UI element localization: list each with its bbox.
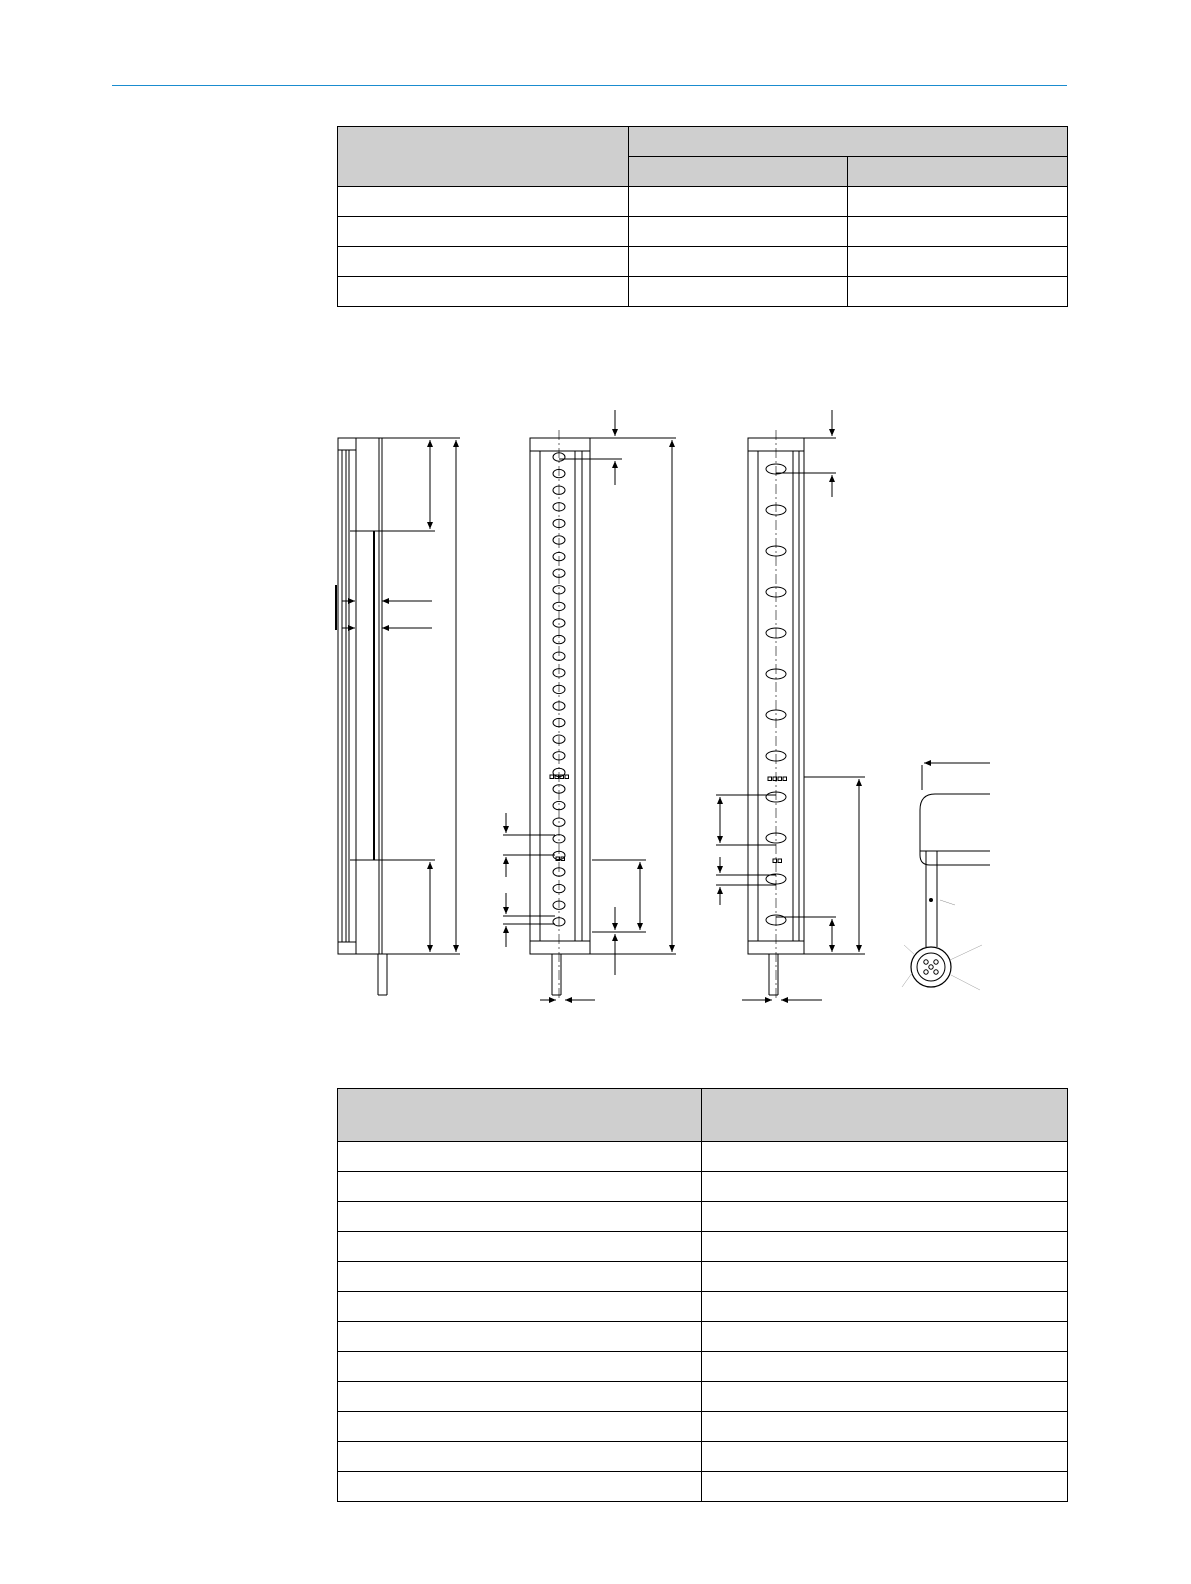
specifications-table [337,1088,1068,1502]
table-row [338,217,1068,247]
table-row [338,187,1068,217]
table-row [338,277,1068,307]
table-row [338,1412,1068,1442]
table-row [338,1232,1068,1262]
table-cell [338,1262,702,1292]
table-row [338,1352,1068,1382]
table-subheader-cell [629,157,848,187]
table-cell [702,1322,1068,1352]
table-cell [338,187,629,217]
table-row [338,1382,1068,1412]
table-header-group [629,127,1068,157]
table-row [338,1442,1068,1472]
table-cell [338,217,629,247]
cross-section [902,763,990,990]
table-header-cell [702,1089,1068,1142]
table-cell [702,1412,1068,1442]
table-cell [702,1472,1068,1502]
table-cell [338,1232,702,1262]
led-indicators [768,777,787,863]
table-cell [702,1292,1068,1322]
table-cell [629,187,848,217]
table-row [338,1292,1068,1322]
table-cell [338,247,629,277]
table-cell [338,1292,702,1322]
table-cell [338,1202,702,1232]
table-cell [629,247,848,277]
table-row [338,247,1068,277]
table-cell [338,1172,702,1202]
header-rule [112,85,1067,86]
table-cell [848,217,1068,247]
side-view [336,438,460,995]
table-cell [848,247,1068,277]
table-row [338,1472,1068,1502]
table-cell [702,1232,1068,1262]
table-cell [702,1172,1068,1202]
table-cell [702,1352,1068,1382]
table-cell [702,1202,1068,1232]
table-cell [848,187,1068,217]
table-row [338,1172,1068,1202]
front-view-fine [503,410,676,1000]
table-cell [629,217,848,247]
dimension-drawing [330,405,990,1010]
table-row [338,1142,1068,1172]
table-cell [338,1142,702,1172]
table-row [338,1262,1068,1292]
table-cell [702,1442,1068,1472]
table-header-cell [338,1089,702,1142]
table-cell [338,1472,702,1502]
dimensions-table [337,126,1068,307]
table-header-cell [338,127,629,187]
front-view-coarse [716,410,865,1000]
table-row [338,1202,1068,1232]
table-cell [338,1412,702,1442]
table-cell [338,277,629,307]
table-cell [338,1352,702,1382]
table-row [338,1322,1068,1352]
table-cell [629,277,848,307]
table-cell [338,1322,702,1352]
table-cell [338,1382,702,1412]
table-cell [848,277,1068,307]
table-cell [702,1142,1068,1172]
table-subheader-cell [848,157,1068,187]
table-cell [702,1382,1068,1412]
table-cell [702,1262,1068,1292]
table-cell [338,1442,702,1472]
